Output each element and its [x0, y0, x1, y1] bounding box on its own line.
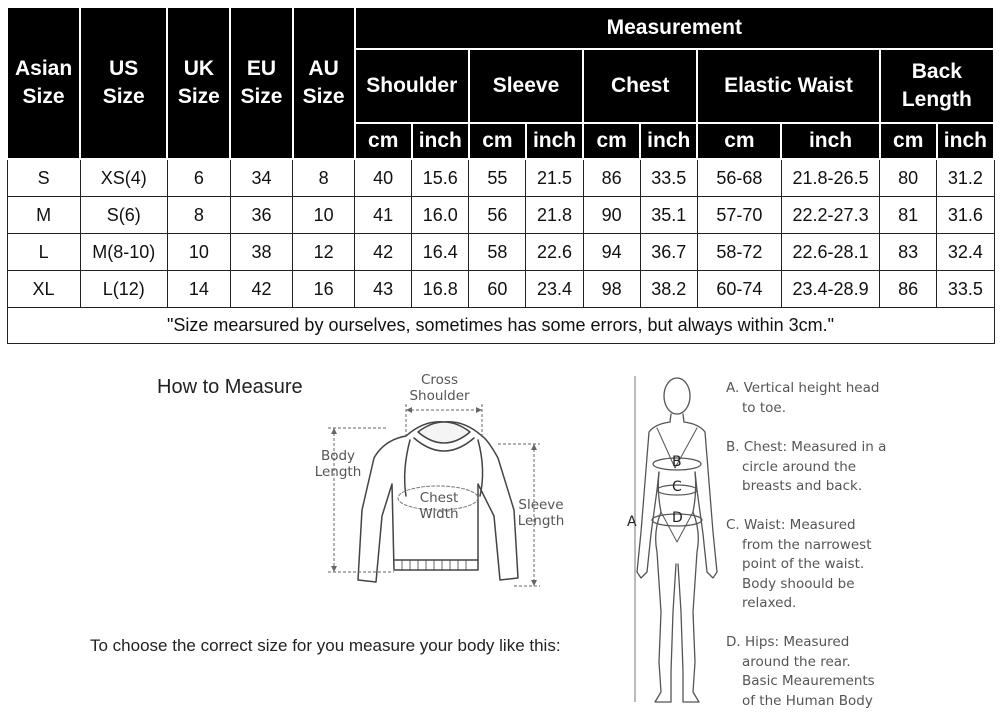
figure-letter-c: C [672, 479, 682, 495]
table-cell: 34 [230, 159, 292, 197]
measure-note-line: C. Waist: Measured [726, 517, 856, 533]
table-cell: 56 [469, 197, 526, 234]
table-cell: 8 [167, 197, 230, 234]
table-cell: 60-74 [697, 271, 781, 308]
table-cell: 35.1 [640, 197, 697, 234]
table-cell: 38.2 [640, 271, 697, 308]
chest-width-label: Chest Width [419, 490, 459, 522]
figure-letter-d: D [672, 510, 683, 526]
table-cell: 80 [880, 159, 937, 197]
unit-header: cm [880, 123, 937, 159]
table-cell: 36 [230, 197, 292, 234]
table-cell: XL [7, 271, 80, 308]
col-asian-size: Asian Size [7, 7, 80, 159]
table-cell: 23.4-28.9 [781, 271, 879, 308]
unit-header: inch [412, 123, 469, 159]
table-cell: 16.8 [412, 271, 469, 308]
measure-note-line: D. Hips: Measured [726, 634, 850, 650]
measure-note-a [726, 379, 896, 418]
table-cell: M(8-10) [80, 234, 167, 271]
table-cell: 86 [880, 271, 937, 308]
measure-note-line: Basic Meaurements [742, 673, 875, 689]
table-cell: 10 [167, 234, 230, 271]
table-cell: 6 [167, 159, 230, 197]
table-cell: 57-70 [697, 197, 781, 234]
table-cell: 21.8-26.5 [781, 159, 879, 197]
table-row [7, 234, 994, 271]
measure-note-line: around the rear. [742, 653, 851, 670]
choose-size-instruction: To choose the correct size for you measure your body like this: [90, 636, 561, 655]
table-cell: 58 [469, 234, 526, 271]
measure-note-line: circle around the [742, 458, 857, 475]
unit-header: cm [469, 123, 526, 159]
table-cell: 81 [880, 197, 937, 234]
measure-note-line: A. Vertical height head [726, 380, 880, 396]
table-cell: 16 [293, 271, 355, 308]
table-cell: XS(4) [80, 159, 167, 197]
unit-header: cm [355, 123, 412, 159]
group-sleeve: Sleeve [469, 49, 583, 123]
table-row [7, 159, 994, 197]
measure-note-line: point of the waist. [742, 556, 865, 572]
measure-note-c [726, 516, 896, 614]
figure-letter-a: A [627, 514, 637, 530]
col-us-size: US Size [80, 7, 167, 159]
table-cell: S(6) [80, 197, 167, 234]
sleeve-length-label: Sleeve Length [517, 497, 565, 529]
table-cell: 31.6 [937, 197, 994, 234]
table-cell: 16.4 [412, 234, 469, 271]
table-cell: 36.7 [640, 234, 697, 271]
measure-note-line: relaxed. [742, 595, 797, 611]
table-cell: 33.5 [640, 159, 697, 197]
size-chart-table [6, 6, 995, 344]
col-au-size: AU Size [293, 7, 355, 159]
group-back-length: Back Length [880, 49, 994, 123]
table-cell: 22.2-27.3 [781, 197, 879, 234]
table-cell: 31.2 [937, 159, 994, 197]
measure-note-line: from the narrowest [742, 536, 872, 553]
table-cell: 98 [583, 271, 640, 308]
group-chest: Chest [583, 49, 697, 123]
col-uk-size: UK Size [167, 7, 230, 159]
unit-header: inch [937, 123, 994, 159]
unit-header: inch [640, 123, 697, 159]
table-cell: 21.8 [526, 197, 583, 234]
table-cell: 12 [293, 234, 355, 271]
table-cell: 15.6 [412, 159, 469, 197]
unit-header: cm [697, 123, 781, 159]
table-cell: 8 [293, 159, 355, 197]
table-cell: 14 [167, 271, 230, 308]
table-cell: 86 [583, 159, 640, 197]
measure-note-line: B. Chest: Measured in a [726, 439, 887, 455]
table-cell: 83 [880, 234, 937, 271]
measure-note-line: to toe. [742, 399, 786, 416]
table-cell: 22.6 [526, 234, 583, 271]
table-cell: M [7, 197, 80, 234]
col-eu-size: EU Size [230, 7, 292, 159]
unit-header: inch [526, 123, 583, 159]
table-cell: 58-72 [697, 234, 781, 271]
measure-note-b [726, 438, 901, 497]
table-cell: 21.5 [526, 159, 583, 197]
table-cell: 10 [293, 197, 355, 234]
measure-note-line: of the Human Body [742, 692, 873, 709]
table-cell: 23.4 [526, 271, 583, 308]
measure-note-line: Body shoould be [742, 575, 855, 592]
table-cell: 42 [230, 271, 292, 308]
human-body-figure [615, 372, 725, 712]
table-cell: 42 [355, 234, 412, 271]
measure-note-d [726, 633, 896, 711]
table-cell: 43 [355, 271, 412, 308]
table-cell: 56-68 [697, 159, 781, 197]
table-cell: 16.0 [412, 197, 469, 234]
table-cell: 90 [583, 197, 640, 234]
table-row [7, 271, 994, 308]
table-cell: L(12) [80, 271, 167, 308]
table-cell: 40 [355, 159, 412, 197]
measurement-note: "Size mearsured by ourselves, sometimes has some errors, but always within 3cm." [7, 308, 994, 344]
figure-letter-b: B [672, 454, 682, 470]
table-row [7, 197, 994, 234]
table-cell: 60 [469, 271, 526, 308]
how-to-measure-title: How to Measure [157, 376, 303, 398]
measure-note-line: breasts and back. [742, 478, 863, 494]
table-cell: 41 [355, 197, 412, 234]
cross-shoulder-label: Cross Shoulder [409, 372, 470, 404]
body-length-label: Body Length [314, 448, 362, 480]
group-shoulder: Shoulder [355, 49, 469, 123]
table-cell: 33.5 [937, 271, 994, 308]
table-cell: 38 [230, 234, 292, 271]
measurement-header: Measurement [355, 7, 994, 49]
table-cell: 94 [583, 234, 640, 271]
table-cell: S [7, 159, 80, 197]
unit-header: cm [583, 123, 640, 159]
table-cell: 22.6-28.1 [781, 234, 879, 271]
table-cell: 55 [469, 159, 526, 197]
group-elastic-waist: Elastic Waist [697, 49, 879, 123]
unit-header: inch [781, 123, 879, 159]
table-cell: 32.4 [937, 234, 994, 271]
table-cell: L [7, 234, 80, 271]
